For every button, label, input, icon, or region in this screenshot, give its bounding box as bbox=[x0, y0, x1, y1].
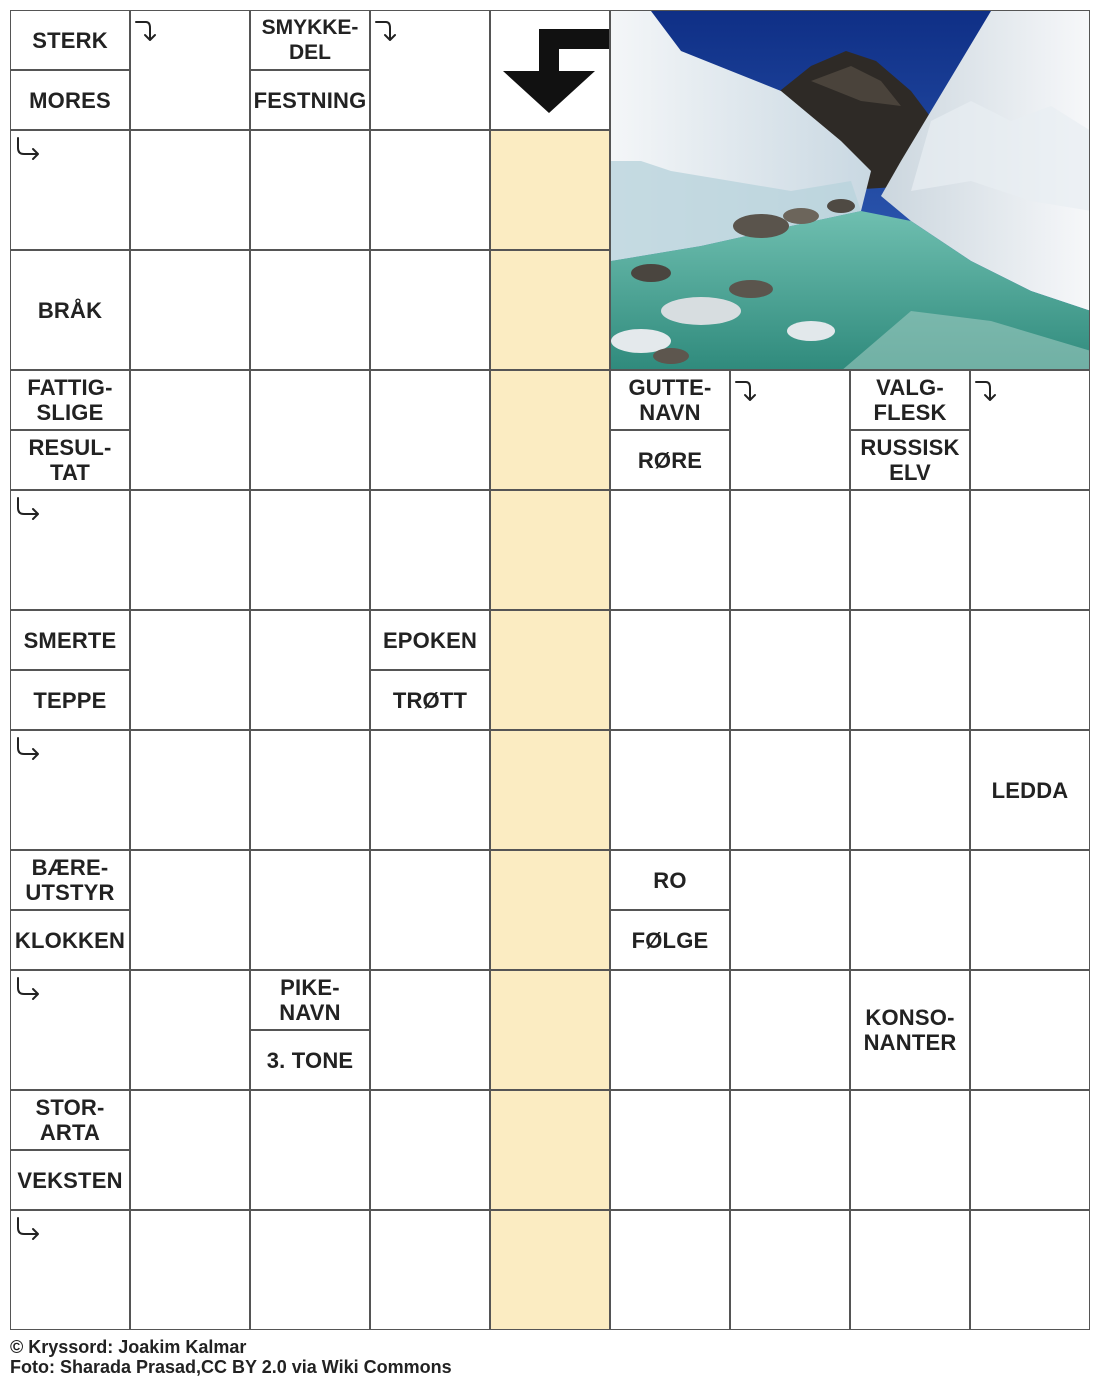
clue-ledda bbox=[970, 730, 1090, 850]
answer-cell-r10-c2[interactable] bbox=[250, 1210, 370, 1330]
clue-konsonanter bbox=[850, 970, 970, 1090]
answer-cell-r8-c3[interactable] bbox=[370, 970, 490, 1090]
clue-brak bbox=[10, 250, 130, 370]
answer-cell-r4-c3[interactable] bbox=[370, 490, 490, 610]
answer-cell-r3-c8[interactable] bbox=[970, 370, 1090, 490]
answer-cell-r9-c2[interactable] bbox=[250, 1090, 370, 1210]
glacier-image bbox=[611, 11, 1090, 370]
clue-resultat bbox=[10, 430, 130, 490]
clue-veksten bbox=[10, 1150, 130, 1210]
clue-storarta bbox=[10, 1090, 130, 1150]
answer-cell-r2-c1[interactable] bbox=[130, 250, 250, 370]
clue-text: GUTTE- NAVN bbox=[628, 375, 712, 425]
clue-klokken bbox=[10, 910, 130, 970]
answer-cell-r6-c5[interactable] bbox=[610, 730, 730, 850]
clue-text: PIKE- NAVN bbox=[279, 975, 341, 1025]
clue-mores bbox=[10, 70, 130, 130]
clue-text: TRØTT bbox=[392, 687, 468, 713]
clue-valgflesk bbox=[850, 370, 970, 430]
answer-cell-r6-c6[interactable] bbox=[730, 730, 850, 850]
answer-cell-r0-c1[interactable] bbox=[130, 10, 250, 130]
answer-cell-r9-c5[interactable] bbox=[610, 1090, 730, 1210]
clue-text: KONSO- NANTER bbox=[863, 1005, 957, 1055]
answer-cell-r7-c6[interactable] bbox=[730, 850, 850, 970]
answer-cell-r3-c6[interactable] bbox=[730, 370, 850, 490]
answer-cell-r8-c0[interactable] bbox=[10, 970, 130, 1090]
answer-cell-r3-c1[interactable] bbox=[130, 370, 250, 490]
answer-cell-r6-c2[interactable] bbox=[250, 730, 370, 850]
answer-cell-r4-c1[interactable] bbox=[130, 490, 250, 610]
answer-cell-r1-c1[interactable] bbox=[130, 130, 250, 250]
answer-cell-r10-c1[interactable] bbox=[130, 1210, 250, 1330]
clue-text: STOR- ARTA bbox=[35, 1095, 105, 1145]
clue-text: STERK bbox=[32, 27, 108, 53]
clue-text: VALG- FLESK bbox=[873, 375, 947, 425]
answer-cell-r8-c4[interactable] bbox=[490, 970, 610, 1090]
answer-cell-r4-c7[interactable] bbox=[850, 490, 970, 610]
clue-text: FESTNING bbox=[253, 87, 367, 113]
crossword-credit: © Kryssord: Joakim Kalmar bbox=[10, 1337, 247, 1357]
answer-cell-r4-c4[interactable] bbox=[490, 490, 610, 610]
clue-text: FØLGE bbox=[631, 927, 709, 953]
clue-rore bbox=[610, 430, 730, 490]
clue-pikenavn bbox=[250, 970, 370, 1030]
answer-cell-r7-c8[interactable] bbox=[970, 850, 1090, 970]
clue-smykkedel bbox=[250, 10, 370, 70]
answer-cell-r1-c3[interactable] bbox=[370, 130, 490, 250]
answer-cell-r4-c6[interactable] bbox=[730, 490, 850, 610]
answer-cell-r7-c1[interactable] bbox=[130, 850, 250, 970]
answer-cell-r1-c0[interactable] bbox=[10, 130, 130, 250]
answer-cell-r8-c5[interactable] bbox=[610, 970, 730, 1090]
answer-cell-r7-c2[interactable] bbox=[250, 850, 370, 970]
answer-cell-r7-c4[interactable] bbox=[490, 850, 610, 970]
answer-cell-r9-c7[interactable] bbox=[850, 1090, 970, 1210]
answer-cell-r5-c4[interactable] bbox=[490, 610, 610, 730]
clue-text: BÆRE- UTSTYR bbox=[25, 855, 115, 905]
answer-cell-r6-c4[interactable] bbox=[490, 730, 610, 850]
clue-text: BRÅK bbox=[37, 297, 103, 323]
clue-text: RUSSISK ELV bbox=[860, 435, 960, 485]
answer-cell-r4-c2[interactable] bbox=[250, 490, 370, 610]
clue-text: LEDDA bbox=[991, 777, 1069, 803]
clue-teppe bbox=[10, 670, 130, 730]
clue-ro bbox=[610, 850, 730, 910]
answer-cell-r2-c3[interactable] bbox=[370, 250, 490, 370]
clue-russisk_elv bbox=[850, 430, 970, 490]
answer-cell-r2-c2[interactable] bbox=[250, 250, 370, 370]
clue-epoken bbox=[370, 610, 490, 670]
answer-cell-r9-c4[interactable] bbox=[490, 1090, 610, 1210]
clue-text: RO bbox=[653, 867, 687, 893]
clue-smerte bbox=[10, 610, 130, 670]
answer-cell-r8-c1[interactable] bbox=[130, 970, 250, 1090]
answer-cell-r5-c8[interactable] bbox=[970, 610, 1090, 730]
answer-cell-r10-c8[interactable] bbox=[970, 1210, 1090, 1330]
answer-cell-r9-c1[interactable] bbox=[130, 1090, 250, 1210]
puzzle-photo bbox=[610, 10, 1090, 370]
clue-trott bbox=[370, 670, 490, 730]
answer-cell-r3-c3[interactable] bbox=[370, 370, 490, 490]
clue-text: SMERTE bbox=[23, 627, 117, 653]
answer-cell-r5-c7[interactable] bbox=[850, 610, 970, 730]
clue-text: TEPPE bbox=[33, 687, 107, 713]
answer-cell-r1-c2[interactable] bbox=[250, 130, 370, 250]
answer-cell-r10-c3[interactable] bbox=[370, 1210, 490, 1330]
photo-credit: Foto: Sharada Prasad,CC BY 2.0 via Wiki Commons bbox=[10, 1357, 452, 1377]
clue-tredje_tone bbox=[250, 1030, 370, 1090]
answer-cell-r7-c3[interactable] bbox=[370, 850, 490, 970]
answer-cell-r10-c0[interactable] bbox=[10, 1210, 130, 1330]
answer-cell-r5-c1[interactable] bbox=[130, 610, 250, 730]
answer-cell-r5-c5[interactable] bbox=[610, 610, 730, 730]
answer-cell-r9-c3[interactable] bbox=[370, 1090, 490, 1210]
clue-text: RØRE bbox=[637, 447, 703, 473]
clue-folge bbox=[610, 910, 730, 970]
answer-cell-r8-c8[interactable] bbox=[970, 970, 1090, 1090]
answer-cell-r4-c8[interactable] bbox=[970, 490, 1090, 610]
answer-cell-r5-c2[interactable] bbox=[250, 610, 370, 730]
answer-cell-r10-c7[interactable] bbox=[850, 1210, 970, 1330]
answer-cell-r2-c4[interactable] bbox=[490, 250, 610, 370]
clue-text: KLOKKEN bbox=[14, 927, 126, 953]
answer-cell-r6-c3[interactable] bbox=[370, 730, 490, 850]
clue-baereutstyr bbox=[10, 850, 130, 910]
start-arrow-cell bbox=[490, 10, 610, 130]
answer-cell-r3-c4[interactable] bbox=[490, 370, 610, 490]
clue-text: VEKSTEN bbox=[17, 1167, 123, 1193]
answer-cell-r5-c6[interactable] bbox=[730, 610, 850, 730]
clue-guttenavn bbox=[610, 370, 730, 430]
clue-text: MORES bbox=[29, 87, 111, 113]
clue-fattigslige bbox=[10, 370, 130, 430]
answer-cell-r4-c5[interactable] bbox=[610, 490, 730, 610]
crossword-grid bbox=[10, 10, 1090, 1330]
answer-cell-r9-c6[interactable] bbox=[730, 1090, 850, 1210]
answer-cell-r8-c6[interactable] bbox=[730, 970, 850, 1090]
answer-cell-r1-c4[interactable] bbox=[490, 130, 610, 250]
clue-festning bbox=[250, 70, 370, 130]
clue-text: FATTIG- SLIGE bbox=[27, 375, 113, 425]
clue-text: SMYKKE- DEL bbox=[261, 16, 359, 64]
clue-text: 3. TONE bbox=[266, 1047, 354, 1073]
answer-cell-r3-c2[interactable] bbox=[250, 370, 370, 490]
answer-cell-r6-c0[interactable] bbox=[10, 730, 130, 850]
clue-text: EPOKEN bbox=[382, 627, 478, 653]
answer-cell-r4-c0[interactable] bbox=[10, 490, 130, 610]
answer-cell-r6-c1[interactable] bbox=[130, 730, 250, 850]
answer-cell-r9-c8[interactable] bbox=[970, 1090, 1090, 1210]
clue-sterk bbox=[10, 10, 130, 70]
big-arrow-down-icon bbox=[491, 11, 609, 129]
answer-cell-r10-c5[interactable] bbox=[610, 1210, 730, 1330]
answer-cell-r0-c3[interactable] bbox=[370, 10, 490, 130]
clue-text: RESUL- TAT bbox=[28, 435, 112, 485]
answer-cell-r7-c7[interactable] bbox=[850, 850, 970, 970]
answer-cell-r6-c7[interactable] bbox=[850, 730, 970, 850]
answer-cell-r10-c4[interactable] bbox=[490, 1210, 610, 1330]
answer-cell-r10-c6[interactable] bbox=[730, 1210, 850, 1330]
credits bbox=[10, 1337, 452, 1377]
